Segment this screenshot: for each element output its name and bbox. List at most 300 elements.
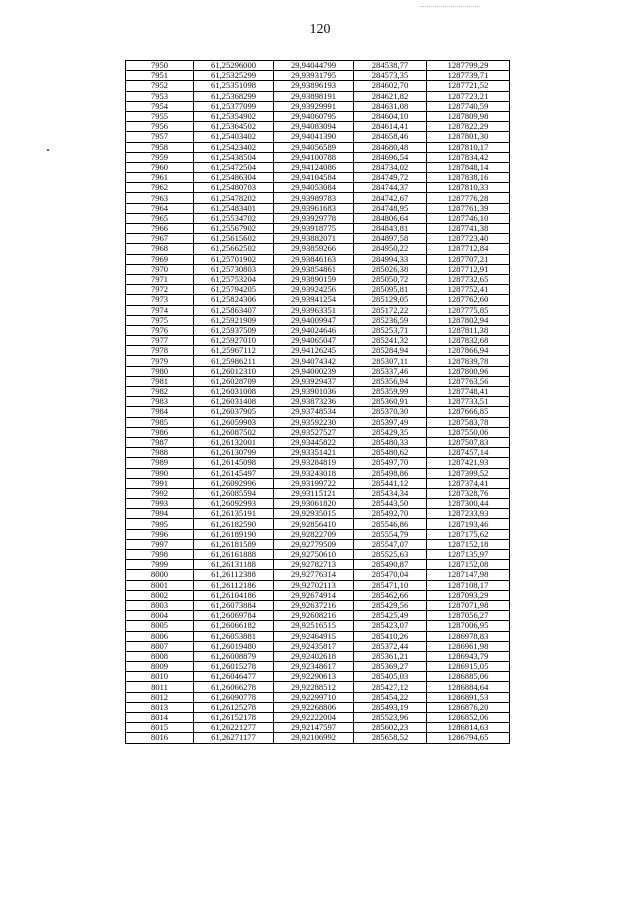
x-coordinate-cell: 285492,70	[354, 509, 427, 519]
table-row	[126, 631, 510, 641]
x-coordinate-cell: 284538,77	[354, 61, 427, 71]
point-number-cell: 7958	[126, 142, 194, 152]
table-row	[126, 519, 510, 529]
point-number-cell: 7982	[126, 387, 194, 397]
latitude-cell: 61,26221277	[194, 723, 274, 733]
longitude-cell: 29,93901036	[274, 387, 354, 397]
latitude-cell: 61,25478202	[194, 193, 274, 203]
y-coordinate-cell: 1287056,27	[427, 611, 510, 621]
y-coordinate-cell: 1287839,78	[427, 356, 510, 366]
latitude-cell: 61,25794205	[194, 285, 274, 295]
table-row	[126, 641, 510, 651]
x-coordinate-cell: 285480,33	[354, 437, 427, 447]
point-number-cell: 7973	[126, 295, 194, 305]
latitude-cell: 61,25534702	[194, 213, 274, 223]
latitude-cell: 61,25351098	[194, 81, 274, 91]
latitude-cell: 61,26090778	[194, 692, 274, 702]
y-coordinate-cell: 1287300,44	[427, 499, 510, 509]
y-coordinate-cell: 1287776,28	[427, 193, 510, 203]
longitude-cell: 29,92776314	[274, 570, 354, 580]
y-coordinate-cell: 1286943,79	[427, 651, 510, 661]
y-coordinate-cell: 1287421,93	[427, 458, 510, 468]
y-coordinate-cell: 1287810,17	[427, 142, 510, 152]
latitude-cell: 61,26028709	[194, 376, 274, 386]
longitude-cell: 29,94041390	[274, 132, 354, 142]
x-coordinate-cell: 284742,67	[354, 193, 427, 203]
longitude-cell: 29,93918775	[274, 224, 354, 234]
y-coordinate-cell: 1287093,29	[427, 590, 510, 600]
y-coordinate-cell: 1286794,65	[427, 733, 510, 743]
x-coordinate-cell: 284744,37	[354, 183, 427, 193]
latitude-cell: 61,26182590	[194, 519, 274, 529]
latitude-cell: 61,26087502	[194, 427, 274, 437]
table-row	[126, 723, 510, 733]
y-coordinate-cell: 1287550,06	[427, 427, 510, 437]
y-coordinate-cell: 1287762,60	[427, 295, 510, 305]
table-row	[126, 733, 510, 743]
table-row	[126, 529, 510, 539]
longitude-cell: 29,92637216	[274, 600, 354, 610]
x-coordinate-cell: 285443,50	[354, 499, 427, 509]
table-row	[126, 132, 510, 142]
point-number-cell: 7977	[126, 336, 194, 346]
x-coordinate-cell: 285429,35	[354, 427, 427, 437]
longitude-cell: 29,94056589	[274, 142, 354, 152]
point-number-cell: 7981	[126, 376, 194, 386]
point-number-cell: 8014	[126, 713, 194, 723]
longitude-cell: 29,92147597	[274, 723, 354, 733]
point-number-cell: 7984	[126, 407, 194, 417]
table-row	[126, 590, 510, 600]
longitude-cell: 29,93898191	[274, 91, 354, 101]
longitude-cell: 29,93929437	[274, 376, 354, 386]
longitude-cell: 29,92608216	[274, 611, 354, 621]
y-coordinate-cell: 1287761,39	[427, 203, 510, 213]
table-row	[126, 234, 510, 244]
x-coordinate-cell: 285427,12	[354, 682, 427, 692]
point-number-cell: 7976	[126, 325, 194, 335]
point-number-cell: 7962	[126, 183, 194, 193]
point-number-cell: 8007	[126, 641, 194, 651]
table-row	[126, 152, 510, 162]
longitude-cell: 29,92268806	[274, 702, 354, 712]
latitude-cell: 61,25364502	[194, 122, 274, 132]
longitude-cell: 29,92822709	[274, 529, 354, 539]
y-coordinate-cell: 1286884,64	[427, 682, 510, 692]
table-row	[126, 672, 510, 682]
table-row	[126, 305, 510, 315]
latitude-cell: 61,26112186	[194, 580, 274, 590]
latitude-cell: 61,26008879	[194, 651, 274, 661]
x-coordinate-cell: 284950,22	[354, 244, 427, 254]
x-coordinate-cell: 284621,82	[354, 91, 427, 101]
latitude-cell: 61,25921909	[194, 315, 274, 325]
longitude-cell: 29,93882071	[274, 234, 354, 244]
longitude-cell: 29,92856410	[274, 519, 354, 529]
point-number-cell: 8004	[126, 611, 194, 621]
longitude-cell: 29,92299710	[274, 692, 354, 702]
margin-dot	[47, 149, 49, 151]
longitude-cell: 29,93859266	[274, 244, 354, 254]
x-coordinate-cell: 285454,22	[354, 692, 427, 702]
y-coordinate-cell: 1287583,78	[427, 417, 510, 427]
y-coordinate-cell: 1287723,40	[427, 234, 510, 244]
y-coordinate-cell: 1287399,52	[427, 468, 510, 478]
table-row	[126, 427, 510, 437]
latitude-cell: 61,25377099	[194, 101, 274, 111]
table-row	[126, 488, 510, 498]
x-coordinate-cell: 285429,56	[354, 600, 427, 610]
y-coordinate-cell: 1287135,97	[427, 550, 510, 560]
latitude-cell: 61,26092996	[194, 478, 274, 488]
latitude-cell: 61,26053881	[194, 631, 274, 641]
latitude-cell: 61,26066278	[194, 682, 274, 692]
table-row	[126, 315, 510, 325]
latitude-cell: 61,25863407	[194, 305, 274, 315]
x-coordinate-cell: 285546,86	[354, 519, 427, 529]
latitude-cell: 61,26046477	[194, 672, 274, 682]
point-number-cell: 8005	[126, 621, 194, 631]
point-number-cell: 7969	[126, 254, 194, 264]
longitude-cell: 29,93061820	[274, 499, 354, 509]
x-coordinate-cell: 285241,32	[354, 336, 427, 346]
point-number-cell: 7963	[126, 193, 194, 203]
latitude-cell: 61,25615602	[194, 234, 274, 244]
x-coordinate-cell: 285423,07	[354, 621, 427, 631]
y-coordinate-cell: 1287712,84	[427, 244, 510, 254]
x-coordinate-cell: 284994,33	[354, 254, 427, 264]
point-number-cell: 7991	[126, 478, 194, 488]
table-row	[126, 509, 510, 519]
x-coordinate-cell: 284749,72	[354, 173, 427, 183]
point-number-cell: 7987	[126, 437, 194, 447]
table-row	[126, 193, 510, 203]
page-number: 120	[309, 22, 331, 37]
longitude-cell: 29,94065047	[274, 336, 354, 346]
point-number-cell: 7965	[126, 213, 194, 223]
y-coordinate-cell: 1287800,96	[427, 366, 510, 376]
latitude-cell: 61,26015278	[194, 662, 274, 672]
longitude-cell: 29,93351421	[274, 448, 354, 458]
point-number-cell: 7967	[126, 234, 194, 244]
latitude-cell: 61,25296000	[194, 61, 274, 71]
latitude-cell: 61,25438504	[194, 152, 274, 162]
y-coordinate-cell: 1287152,18	[427, 539, 510, 549]
y-coordinate-cell: 1286891,53	[427, 692, 510, 702]
x-coordinate-cell: 284680,48	[354, 142, 427, 152]
table-row	[126, 101, 510, 111]
x-coordinate-cell: 284658,46	[354, 132, 427, 142]
table-row	[126, 264, 510, 274]
table-row	[126, 325, 510, 335]
top-edge-rule	[420, 6, 480, 7]
x-coordinate-cell: 285172,22	[354, 305, 427, 315]
latitude-cell: 61,26031408	[194, 397, 274, 407]
x-coordinate-cell: 285050,72	[354, 274, 427, 284]
x-coordinate-cell: 285356,94	[354, 376, 427, 386]
y-coordinate-cell: 1287507,83	[427, 437, 510, 447]
table-row	[126, 407, 510, 417]
y-coordinate-cell: 1287147,98	[427, 570, 510, 580]
point-number-cell: 7974	[126, 305, 194, 315]
latitude-cell: 61,26132001	[194, 437, 274, 447]
point-number-cell: 8001	[126, 580, 194, 590]
longitude-cell: 29,92222004	[274, 713, 354, 723]
y-coordinate-cell: 1287809,98	[427, 111, 510, 121]
point-number-cell: 7997	[126, 539, 194, 549]
table-row	[126, 244, 510, 254]
longitude-cell: 29,93873236	[274, 397, 354, 407]
x-coordinate-cell: 284614,41	[354, 122, 427, 132]
x-coordinate-cell: 284734,02	[354, 162, 427, 172]
latitude-cell: 61,26112388	[194, 570, 274, 580]
longitude-cell: 29,93199722	[274, 478, 354, 488]
table-row	[126, 448, 510, 458]
table-row	[126, 356, 510, 366]
table-row	[126, 600, 510, 610]
latitude-cell: 61,25927010	[194, 336, 274, 346]
table-row	[126, 285, 510, 295]
longitude-cell: 29,92290613	[274, 672, 354, 682]
x-coordinate-cell: 285361,21	[354, 651, 427, 661]
longitude-cell: 29,94074342	[274, 356, 354, 366]
x-coordinate-cell: 285372,44	[354, 641, 427, 651]
x-coordinate-cell: 285410,26	[354, 631, 427, 641]
latitude-cell: 61,25483401	[194, 203, 274, 213]
longitude-cell: 29,93929778	[274, 213, 354, 223]
table-row	[126, 111, 510, 121]
x-coordinate-cell: 285425,49	[354, 611, 427, 621]
y-coordinate-cell: 1287721,52	[427, 81, 510, 91]
x-coordinate-cell: 285236,59	[354, 315, 427, 325]
longitude-cell: 29,92402618	[274, 651, 354, 661]
point-number-cell: 8008	[126, 651, 194, 661]
point-number-cell: 7951	[126, 71, 194, 81]
latitude-cell: 61,26069784	[194, 611, 274, 621]
x-coordinate-cell: 285129,05	[354, 295, 427, 305]
y-coordinate-cell: 1286915,05	[427, 662, 510, 672]
latitude-cell: 61,26037905	[194, 407, 274, 417]
table-row	[126, 692, 510, 702]
point-number-cell: 7968	[126, 244, 194, 254]
y-coordinate-cell: 1287810,33	[427, 183, 510, 193]
x-coordinate-cell: 285523,96	[354, 713, 427, 723]
longitude-cell: 29,93748534	[274, 407, 354, 417]
longitude-cell: 29,94104584	[274, 173, 354, 183]
y-coordinate-cell: 1287832,68	[427, 336, 510, 346]
x-coordinate-cell: 285497,70	[354, 458, 427, 468]
latitude-cell: 61,26181589	[194, 539, 274, 549]
y-coordinate-cell: 1287739,71	[427, 71, 510, 81]
longitude-cell: 29,93924256	[274, 285, 354, 295]
y-coordinate-cell: 1287740,59	[427, 101, 510, 111]
y-coordinate-cell: 1287328,76	[427, 488, 510, 498]
longitude-cell: 29,94126245	[274, 346, 354, 356]
longitude-cell: 29,93445822	[274, 437, 354, 447]
y-coordinate-cell: 1286978,83	[427, 631, 510, 641]
table-row	[126, 580, 510, 590]
point-number-cell: 8010	[126, 672, 194, 682]
x-coordinate-cell: 285554,79	[354, 529, 427, 539]
x-coordinate-cell: 285462,66	[354, 590, 427, 600]
point-number-cell: 7992	[126, 488, 194, 498]
point-number-cell: 7995	[126, 519, 194, 529]
table-row	[126, 702, 510, 712]
longitude-cell: 29,94083094	[274, 122, 354, 132]
point-number-cell: 7985	[126, 417, 194, 427]
longitude-cell: 29,93929991	[274, 101, 354, 111]
longitude-cell: 29,92702113	[274, 580, 354, 590]
table-row	[126, 366, 510, 376]
y-coordinate-cell: 1287748,41	[427, 387, 510, 397]
table-row	[126, 61, 510, 71]
latitude-cell: 61,25354902	[194, 111, 274, 121]
latitude-cell: 61,26271177	[194, 733, 274, 743]
point-number-cell: 7998	[126, 550, 194, 560]
longitude-cell: 29,93963351	[274, 305, 354, 315]
point-number-cell: 8006	[126, 631, 194, 641]
longitude-cell: 29,92516515	[274, 621, 354, 631]
y-coordinate-cell: 1287775,85	[427, 305, 510, 315]
table-row	[126, 203, 510, 213]
point-number-cell: 7954	[126, 101, 194, 111]
longitude-cell: 29,93243018	[274, 468, 354, 478]
x-coordinate-cell: 285253,71	[354, 325, 427, 335]
y-coordinate-cell: 1286876,20	[427, 702, 510, 712]
x-coordinate-cell: 285525,63	[354, 550, 427, 560]
y-coordinate-cell: 1287763,56	[427, 376, 510, 386]
x-coordinate-cell: 285284,94	[354, 346, 427, 356]
longitude-cell: 29,93846163	[274, 254, 354, 264]
x-coordinate-cell: 285547,07	[354, 539, 427, 549]
latitude-cell: 61,26130799	[194, 448, 274, 458]
latitude-cell: 61,25730803	[194, 264, 274, 274]
y-coordinate-cell: 1287746,10	[427, 213, 510, 223]
table-row	[126, 91, 510, 101]
latitude-cell: 61,25403402	[194, 132, 274, 142]
x-coordinate-cell: 284573,35	[354, 71, 427, 81]
table-row	[126, 224, 510, 234]
latitude-cell: 61,25937509	[194, 325, 274, 335]
y-coordinate-cell: 1287666,85	[427, 407, 510, 417]
point-number-cell: 7979	[126, 356, 194, 366]
table-row	[126, 651, 510, 661]
latitude-cell: 61,26145098	[194, 458, 274, 468]
y-coordinate-cell: 1287193,46	[427, 519, 510, 529]
longitude-cell: 29,93961683	[274, 203, 354, 213]
point-number-cell: 7953	[126, 91, 194, 101]
latitude-cell: 61,26145497	[194, 468, 274, 478]
table-row	[126, 346, 510, 356]
latitude-cell: 61,25662502	[194, 244, 274, 254]
longitude-cell: 29,94044799	[274, 61, 354, 71]
longitude-cell: 29,93896193	[274, 81, 354, 91]
longitude-cell: 29,92674914	[274, 590, 354, 600]
y-coordinate-cell: 1287723,21	[427, 91, 510, 101]
x-coordinate-cell: 285498,86	[354, 468, 427, 478]
point-number-cell: 7983	[126, 397, 194, 407]
table-row	[126, 621, 510, 631]
x-coordinate-cell: 285307,11	[354, 356, 427, 366]
table-row	[126, 336, 510, 346]
x-coordinate-cell: 285397,49	[354, 417, 427, 427]
longitude-cell: 29,92750610	[274, 550, 354, 560]
latitude-cell: 61,25701902	[194, 254, 274, 264]
point-number-cell: 8015	[126, 723, 194, 733]
latitude-cell: 61,26012310	[194, 366, 274, 376]
longitude-cell: 29,93890159	[274, 274, 354, 284]
point-number-cell: 7970	[126, 264, 194, 274]
table-row	[126, 71, 510, 81]
x-coordinate-cell: 285441,12	[354, 478, 427, 488]
latitude-cell: 61,26125278	[194, 702, 274, 712]
point-number-cell: 7999	[126, 560, 194, 570]
latitude-cell: 61,25368299	[194, 91, 274, 101]
x-coordinate-cell: 285359,99	[354, 387, 427, 397]
table-row	[126, 295, 510, 305]
y-coordinate-cell: 1287374,41	[427, 478, 510, 488]
x-coordinate-cell: 285490,87	[354, 560, 427, 570]
point-number-cell: 7959	[126, 152, 194, 162]
x-coordinate-cell: 285360,91	[354, 397, 427, 407]
table-row	[126, 478, 510, 488]
x-coordinate-cell: 285370,30	[354, 407, 427, 417]
latitude-cell: 61,26189190	[194, 529, 274, 539]
latitude-cell: 61,26066182	[194, 621, 274, 631]
latitude-cell: 61,26059903	[194, 417, 274, 427]
table-row	[126, 468, 510, 478]
longitude-cell: 29,94000239	[274, 366, 354, 376]
longitude-cell: 29,94009947	[274, 315, 354, 325]
longitude-cell: 29,93115121	[274, 488, 354, 498]
y-coordinate-cell: 1287741,38	[427, 224, 510, 234]
x-coordinate-cell: 284897,58	[354, 234, 427, 244]
longitude-cell: 29,92779509	[274, 539, 354, 549]
x-coordinate-cell: 285471,10	[354, 580, 427, 590]
point-number-cell: 7996	[126, 529, 194, 539]
x-coordinate-cell: 284806,64	[354, 213, 427, 223]
y-coordinate-cell: 1287822,29	[427, 122, 510, 132]
x-coordinate-cell: 285369,27	[354, 662, 427, 672]
latitude-cell: 61,25986211	[194, 356, 274, 366]
point-number-cell: 8011	[126, 682, 194, 692]
table-row	[126, 417, 510, 427]
table-row	[126, 376, 510, 386]
point-number-cell: 7952	[126, 81, 194, 91]
table-row	[126, 662, 510, 672]
table-row	[126, 560, 510, 570]
table-row	[126, 713, 510, 723]
table-row	[126, 162, 510, 172]
latitude-cell: 61,25824306	[194, 295, 274, 305]
coordinates-table-body	[126, 61, 510, 744]
table-row	[126, 213, 510, 223]
x-coordinate-cell: 285434,34	[354, 488, 427, 498]
longitude-cell: 29,93941254	[274, 295, 354, 305]
y-coordinate-cell: 1287866,94	[427, 346, 510, 356]
table-row	[126, 254, 510, 264]
y-coordinate-cell: 1287732,65	[427, 274, 510, 284]
y-coordinate-cell: 1287108,17	[427, 580, 510, 590]
latitude-cell: 61,25753204	[194, 274, 274, 284]
point-number-cell: 8002	[126, 590, 194, 600]
longitude-cell: 29,93989783	[274, 193, 354, 203]
table-row	[126, 550, 510, 560]
point-number-cell: 7989	[126, 458, 194, 468]
table-row	[126, 183, 510, 193]
y-coordinate-cell: 1286814,63	[427, 723, 510, 733]
latitude-cell: 61,26135191	[194, 509, 274, 519]
